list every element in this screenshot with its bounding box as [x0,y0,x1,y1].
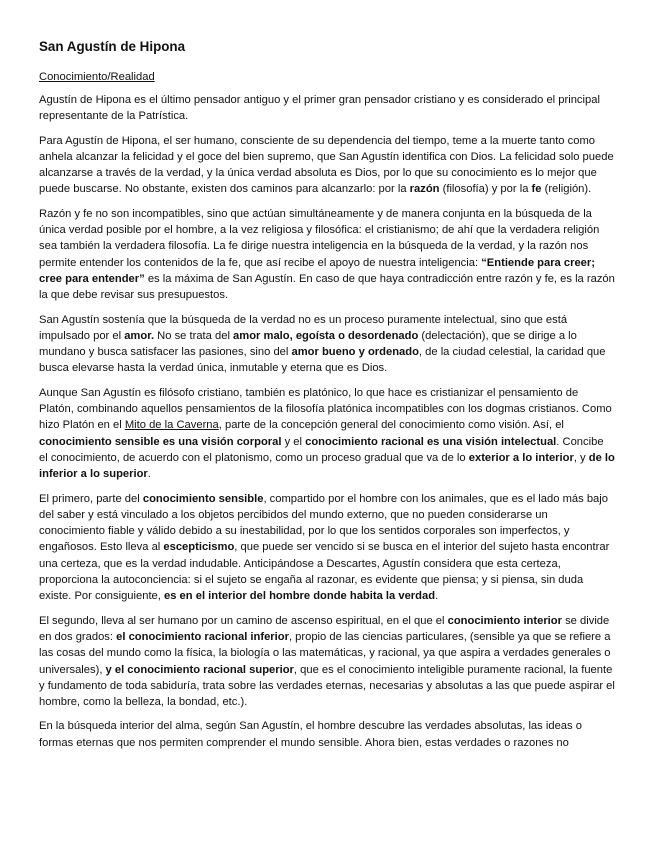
text-run: , parte de la concepción general del conocimiento como visión. Así, el [218,419,564,432]
bold-term-good-love: amor bueno y ordenado [291,346,419,359]
text-run: (delectación), que se dirige a lo mundano y busca satisfacer las pasiones, sino del [39,329,577,359]
text-run: El segundo, lleva al ser humano por un camino de ascenso espiritual, en el que el [39,614,448,627]
text-run: Razón y fe no son incompatibles, sino que actúan simultáneamente y de manera conjunta en la búsqueda de la única verdad posible por el hombre, a la vez religiosa y filosófica: el cristianismo; de ahí que la verdadera religión sea también la verdadera filosofía. La fe dirige nuestra inteligencia en la búsqueda de la verdad, y la razón nos permite entender los contenidos de la fe, que así recibe el apoyo de nuestra inteligencia: [39,207,600,269]
bold-upper-rational: y el conocimiento racional superior [105,663,294,676]
bold-term-love: amor. [124,329,155,342]
page-title: San Agustín de Hipona [39,39,186,54]
text-run: y el [281,435,306,448]
text-run: (filosofía) y por la [439,183,532,196]
text-run: , de la ciudad celestial, la caridad que busca elevarse hasta la verdad única, inmutable y eterna que es Dios. [39,346,606,375]
bold-lower-rational: el conocimiento racional inferior [116,630,289,643]
bold-term-bad-love: amor malo, egoísta o desordenado [233,329,419,342]
bold-maxim: “Entiende para creer; cree para entender” [39,256,595,285]
paragraph-first-path [39,491,615,605]
text-run: . Concibe el conocimiento, de acuerdo con el platonismo, como un proceso gradual que va de lo [39,435,604,464]
text-run: Aunque San Agustín es filósofo cristiano, también es platónico, lo que hace es cristianizar el pensamiento de Platón, combinando aquellos pensamientos de la filosofía platónica incompatibles con los dogmas cristianos. Como hizo Platón en el [39,386,612,432]
bold-sensible: conocimiento sensible [142,492,264,505]
text-run: , que puede ser vencido si se busca en el interior del sujeto hasta encontrar una certeza, que es la verdad indudable. Anticipándose a Descartes, Agustín considera que esta certeza, proporciona la autoconciencia: si el sujeto se engaña al razonar, es evidente que piensa; y si piensa, sin duda existe. Por consiguiente, [39,541,610,603]
bold-exterior-interior: exterior a lo interior [468,451,574,464]
paragraph-platonism [39,385,615,483]
bold-skepticism: escepticismo [163,541,235,554]
bold-term-reason: razón [409,183,440,196]
bold-sensible-knowledge: conocimiento sensible es una visión corporal [39,435,282,448]
link-mito-caverna[interactable]: Mito de la Caverna [124,419,219,432]
bold-term-faith: fe [531,183,542,196]
text-run: , propio de las ciencias particulares, (sensible ya que se refiere a las cosas del mundo como la física, la biología o las matemáticas, y racional, ya que aspira a verdades generales o universales), [39,630,611,676]
text-run: (religión). [541,183,592,196]
bold-rational-knowledge: conocimiento racional es una visión intelectual [305,435,557,448]
text-run: , y [573,451,589,464]
paragraph-reason-faith [39,206,615,304]
text-run: Para Agustín de Hipona, el ser humano, consciente de su dependencia del tiempo, teme a la muerte tanto como anhela alcanzar la felicidad y el goce del bien supremo, que San Agustín identifica con Dios. La felicidad solo puede alcanzarse a través de la verdad, y la única verdad absoluta es Dios, por lo que su conocimiento es lo mejor que puede buscarse. No obstante, existen dos caminos para alcanzarlo: por la [39,134,614,196]
section-subtitle: Conocimiento/Realidad [39,71,155,83]
text-run: . [435,590,439,603]
text-run: , compartido por el hombre con los animales, que es el lado más bajo del saber y está vinculado a los objetos percibidos del mundo externo, que no pueden considerarse un conocimiento fiable y válido debido a su inestabilidad, por lo que los sentidos corporales son imperfectos, y engañosos. Esto lleva al [39,492,608,554]
bold-inner-knowledge: conocimiento interior [447,614,562,627]
text-run: No se trata del [154,329,234,342]
paragraph-inner-search: En la búsqueda interior del alma, según San Agustín, el hombre descubre las verdades absolutas, las ideas o formas eternas que nos permiten comprender el mundo sensible. Ahora bien, estas verdades o razones no [39,720,582,749]
paragraph-second-path [39,613,615,711]
text-run: . [147,468,151,481]
text-run: , que es el conocimiento inteligible puramente racional, la fuente y fundamento de toda sabiduría, trata sobre las verdades eternas, necesarias y absolutas a las que puede aspirar el hombre, como la belleza, la bondad, etc.). [39,663,615,709]
paragraph-love [39,312,615,377]
text-run: El primero, parte del [39,492,143,505]
bold-inferior-superior: de lo inferior a lo superior [39,451,615,481]
bold-inner-truth: es en el interior del hombre donde habita la verdad [164,590,436,603]
paragraph-happiness [39,133,615,198]
text-run: es la máxima de San Agustín. En caso de que haya contradicción entre razón y fe, es la razón la que debe revisar sus presupuestos. [39,272,615,302]
text-run: San Agustín sostenía que la búsqueda de la verdad no es un proceso puramente intelectual, sino que está impulsado por el [39,313,568,342]
text-run: se divide en dos grados: [39,614,610,643]
paragraph-intro: Agustín de Hipona es el último pensador antiguo y el primer gran pensador cristiano y es considerado el principal representante de la Patrística. [39,94,600,123]
